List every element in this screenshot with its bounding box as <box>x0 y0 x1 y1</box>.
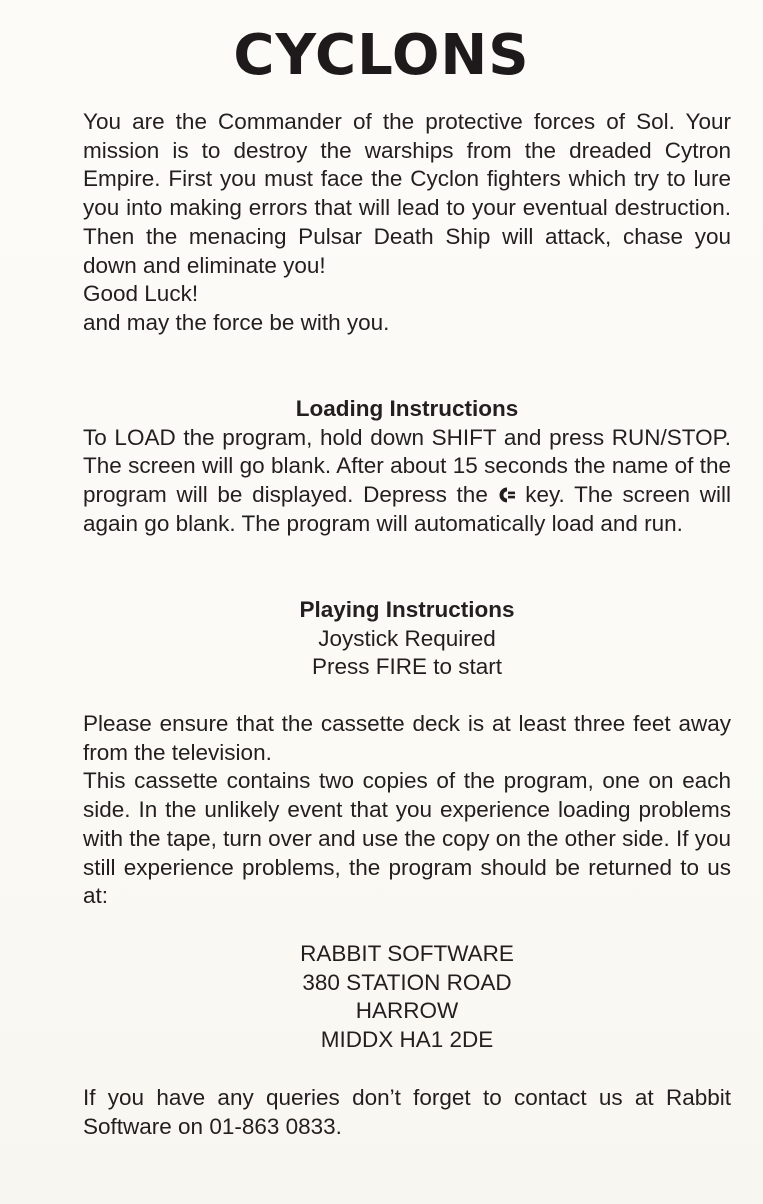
contact-section <box>83 1084 731 1141</box>
sign-off-line: and may the force be with you. <box>83 309 390 335</box>
notice-section <box>83 710 731 911</box>
intro-section <box>83 108 731 338</box>
loading-section <box>83 395 731 539</box>
playing-heading: Playing Instructions <box>299 597 515 622</box>
address-street: 380 STATION ROAD <box>302 969 512 995</box>
page-title: CYCLONS <box>233 23 530 88</box>
intro-paragraph: You are the Commander of the protective forces of Sol. Your mission is to destroy the warships from the dreaded Cytron Empire. First you must face the Cyclon fighters which try to lure you into making errors that will lead to your eventual destruction. Then the menacing Pulsar Death Ship will attack, chase you down and eliminate you! <box>83 109 731 278</box>
press-fire-line: Press FIRE to start <box>311 654 503 680</box>
playing-section <box>83 596 731 682</box>
loading-text-after-key: key. The screen will again go blank. The program will automatically load and run. <box>83 482 731 536</box>
joystick-line: Joystick Required <box>318 625 496 651</box>
loading-heading: Loading Instructions <box>295 396 519 421</box>
address-company: RABBIT SOFTWARE <box>300 941 514 966</box>
loading-text-before-key: To LOAD the program, hold down SHIFT and press RUN/STOP. The screen will go blank. After about 15 seconds the name of the program will be displayed. Depress the <box>83 424 731 508</box>
address-town: HARROW <box>355 998 459 1024</box>
loading-paragraph <box>83 424 731 539</box>
copies-notice: This cassette contains two copies of the program, one on each side. In the unlikely event that you experience loading problems with the tape, turn over and use the copy on the other side. If you still experience problems, the program should be returned to us at: <box>83 768 731 909</box>
contact-paragraph: If you have any queries don’t forget to contact us at Rabbit Software on 01-863 0833. <box>83 1085 731 1139</box>
distance-notice: Please ensure that the cassette deck is at least three feet away from the television. <box>83 711 731 765</box>
return-address <box>83 940 731 1055</box>
good-luck-line: Good Luck! <box>83 281 199 307</box>
commodore-logo-icon <box>498 483 516 501</box>
address-postcode: MIDDX HA1 2DE <box>320 1027 494 1053</box>
